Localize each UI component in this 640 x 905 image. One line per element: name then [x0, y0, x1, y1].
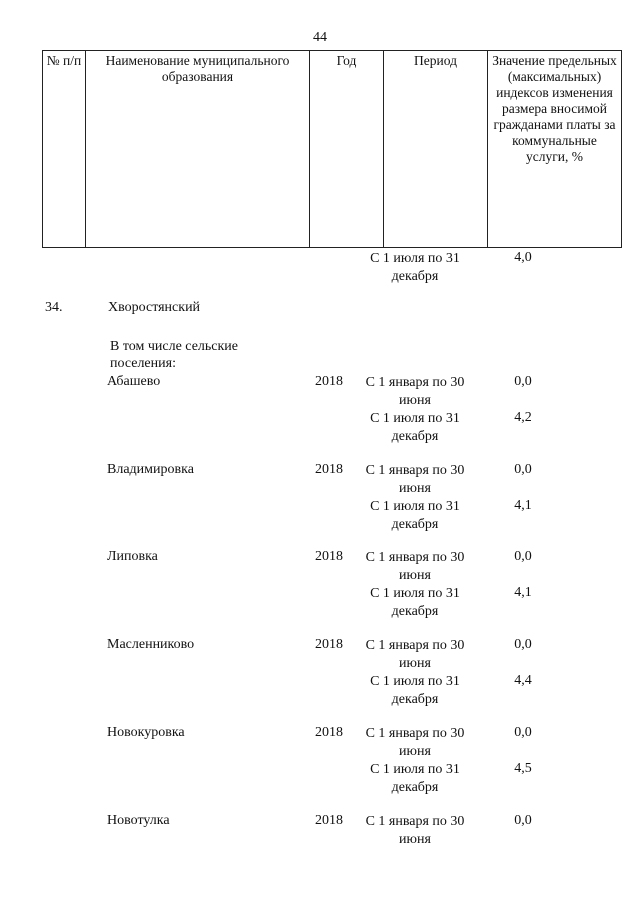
settlement-value-2: 4,4 — [514, 673, 532, 688]
settlement-period-1: С 1 января по 30 июня — [365, 638, 465, 671]
settlement-value-2: 4,1 — [514, 498, 532, 513]
carryover-value: 4,0 — [514, 250, 532, 265]
settlement-value-1: 0,0 — [514, 549, 532, 564]
header-value: Значение предельных (максимальных) индексов изменения размера вносимой гражданами платы за коммунальные услуги, % — [488, 51, 622, 248]
header-num: № п/п — [43, 51, 86, 248]
settlement-name: Масленниково — [107, 637, 195, 652]
settlement-name: Новотулка — [107, 813, 170, 828]
settlement-period-1: С 1 января по 30 июня — [365, 814, 465, 847]
settlement-value-2: 4,1 — [514, 585, 532, 600]
settlement-year: 2018 — [315, 549, 343, 564]
settlement-period-1: С 1 января по 30 июня — [365, 375, 465, 408]
settlement-period-2: С 1 июля по 31 декабря — [370, 674, 460, 707]
settlement-period-2: С 1 июля по 31 декабря — [370, 586, 460, 619]
page-number: 44 — [313, 30, 327, 45]
settlement-value-1: 0,0 — [514, 462, 532, 477]
settlement-period-1: С 1 января по 30 июня — [365, 726, 465, 759]
settlement-period-2: С 1 июля по 31 декабря — [370, 499, 460, 532]
settlement-period-1: С 1 января по 30 июня — [365, 463, 465, 496]
settlement-name: Новокуровка — [107, 725, 185, 740]
settlement-value-2: 4,2 — [514, 410, 532, 425]
subheading: В том числе сельские поселения: — [110, 339, 239, 371]
settlement-year: 2018 — [315, 374, 343, 389]
table-header — [42, 50, 622, 248]
settlement-value-1: 0,0 — [514, 374, 532, 389]
district-number: 34. — [45, 300, 63, 315]
carryover-period: С 1 июля по 31 декабря — [370, 251, 460, 284]
district-name: Хворостянский — [108, 300, 201, 315]
settlement-name: Владимировка — [107, 462, 194, 477]
settlement-value-1: 0,0 — [514, 813, 532, 828]
settlement-year: 2018 — [315, 813, 343, 828]
settlement-name: Липовка — [107, 549, 158, 564]
settlement-period-2: С 1 июля по 31 декабря — [370, 762, 460, 795]
settlement-value-1: 0,0 — [514, 637, 532, 652]
settlement-value-2: 4,5 — [514, 761, 532, 776]
settlement-name: Абашево — [107, 374, 161, 389]
header-name: Наименование муниципального образования — [86, 51, 310, 248]
settlement-year: 2018 — [315, 637, 343, 652]
settlement-period-1: С 1 января по 30 июня — [365, 550, 465, 583]
settlement-year: 2018 — [315, 725, 343, 740]
header-year: Год — [310, 51, 384, 248]
settlement-value-1: 0,0 — [514, 725, 532, 740]
settlement-year: 2018 — [315, 462, 343, 477]
settlement-period-2: С 1 июля по 31 декабря — [370, 411, 460, 444]
header-period: Период — [384, 51, 488, 248]
